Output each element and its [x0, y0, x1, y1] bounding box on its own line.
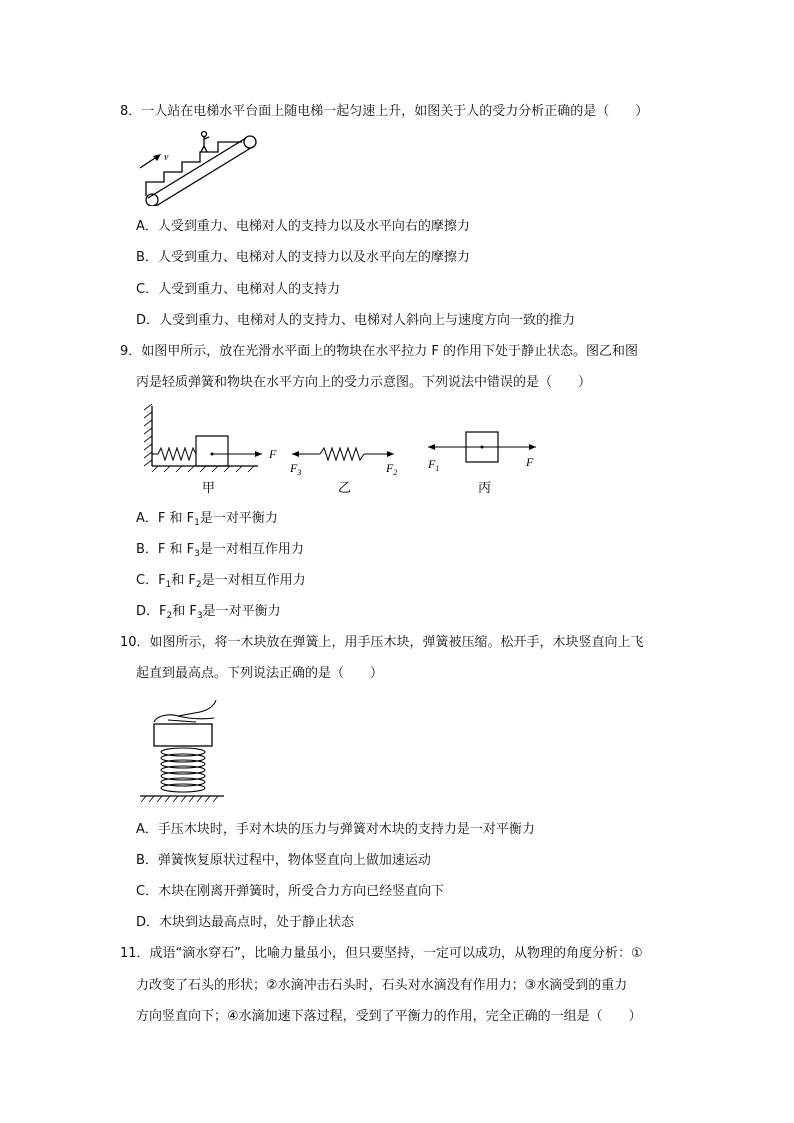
q11-line2: 力改变了石头的形状；②水滴冲击石头时，石头对水滴没有作用力；③水滴受到的重力	[136, 978, 628, 993]
force-diagrams	[140, 400, 560, 500]
q10-option-d[interactable]: D．木块到达最高点时，处于静止状态	[136, 915, 355, 930]
block-jia	[196, 436, 228, 466]
wood-block	[154, 724, 212, 746]
spring-block-figure	[138, 696, 228, 804]
escalator-figure	[136, 126, 266, 206]
svg-text:F2: $F_2$	[386, 461, 398, 477]
q9-option-a[interactable]: A．F 和 $F_1$是一对平衡力	[136, 511, 278, 528]
force-F1-label: F	[428, 457, 436, 471]
force-F2-label: F	[386, 461, 394, 475]
q9-option-c[interactable]: C．$F_1$和 $F_2$是一对相互作用力	[136, 573, 306, 590]
q11-line1: 11．成语“滴水穿石”，比喻力量虽小，但只要坚持，一定可以成功，从物理的角度分析：①	[120, 946, 643, 961]
q11-line3: 方向竖直向下；④水滴加速下落过程，受到了平衡力的作用，完全正确的一组是（ ）	[136, 1009, 642, 1024]
force-F-label: F	[269, 447, 277, 461]
compressed-spring	[161, 748, 205, 792]
q9-option-d[interactable]: D．$F_2$和 $F_3$是一对平衡力	[136, 604, 281, 621]
q10-option-c[interactable]: C．木块在刚离开弹簧时，所受合力方向已经竖直向下	[136, 884, 445, 899]
svg-text:F1: $F_1$	[428, 457, 440, 473]
figure-jia	[144, 404, 277, 496]
q8-stem: 8．一人站在电梯水平台面上随电梯一起匀速上升，如图关于人的受力分析正确的是（ ）	[120, 104, 649, 119]
caption-yi: 乙	[338, 481, 352, 496]
hand-icon	[154, 700, 216, 722]
svg-text:F3: $F_3$	[290, 461, 302, 477]
force-F-bing-label: F	[526, 455, 534, 469]
velocity-label: v	[164, 152, 169, 163]
escalator-stairs	[146, 142, 242, 196]
q10-stem-line1: 10．如图所示，将一木块放在弹簧上，用手压木块，弹簧被压缩。松开手，木块竖直向上飞	[120, 635, 644, 650]
caption-jia: 甲	[202, 481, 216, 496]
caption-bing: 丙	[478, 481, 492, 496]
q8-option-a[interactable]: A．人受到重力、电梯对人的支持力以及水平向右的摩擦力	[136, 219, 470, 234]
q9-stem-line2: 丙是轻质弹簧和物块在水平方向上的受力示意图。下列说法中错误的是（ ）	[136, 375, 592, 390]
q9-option-b[interactable]: B．F 和 $F_3$是一对相互作用力	[136, 542, 304, 559]
velocity-arrow	[153, 154, 161, 161]
q10-option-a[interactable]: A．手压木块时，手对木块的压力与弹簧对木块的支持力是一对平衡力	[136, 822, 535, 837]
figure-yi	[289, 448, 397, 496]
figure-bing	[427, 432, 536, 496]
q8-option-c[interactable]: C．人受到重力、电梯对人的支持力	[136, 282, 341, 297]
q10-stem-line2: 起直到最高点。下列说法正确的是（ ）	[136, 666, 384, 681]
q8-option-d[interactable]: D．人受到重力、电梯对人的支持力、电梯对人斜向上与速度方向一致的推力	[136, 313, 576, 328]
spring-jia	[152, 448, 196, 460]
person-icon	[201, 132, 209, 153]
q9-stem-line1: 9．如图甲所示，放在光滑水平面上的物块在水平拉力 F 的作用下处于静止状态。图乙和图	[120, 344, 639, 359]
q8-option-b[interactable]: B．人受到重力、电梯对人的支持力以及水平向左的摩擦力	[136, 250, 470, 265]
q10-option-b[interactable]: B．弹簧恢复原状过程中，物体竖直向上做加速运动	[136, 853, 431, 868]
force-F3-label: F	[290, 461, 298, 475]
spring-yi	[320, 448, 364, 460]
